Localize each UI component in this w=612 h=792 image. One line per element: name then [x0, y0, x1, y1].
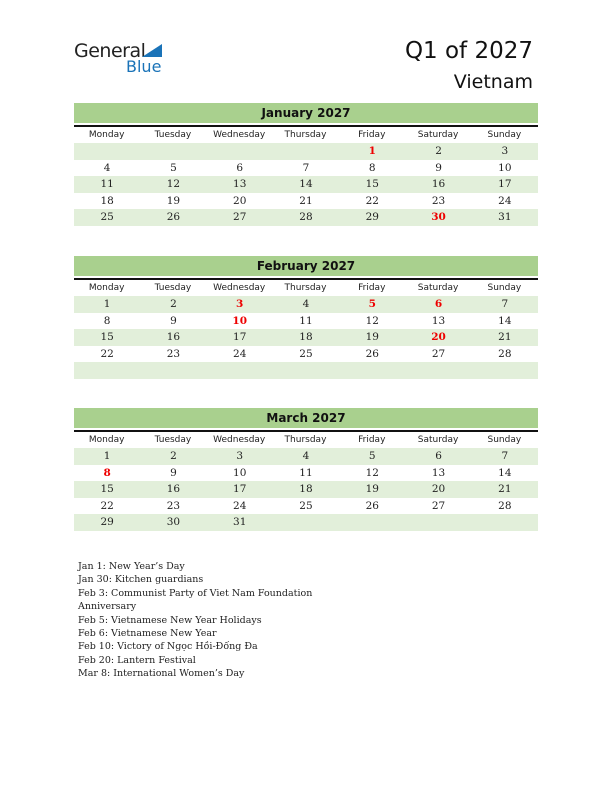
day-name: Tuesday: [140, 127, 206, 143]
date-cell: 11: [100, 178, 114, 191]
date-cell: 15: [100, 483, 114, 496]
holiday-note: Jan 1: New Year’s Day: [78, 561, 185, 572]
day-name: Thursday: [273, 280, 339, 296]
date-cell: 17: [233, 483, 247, 496]
date-cell: 14: [498, 466, 512, 479]
date-cell: 29: [100, 516, 114, 529]
date-cell: 15: [100, 331, 114, 344]
date-cell: 18: [299, 331, 313, 344]
date-cell: 23: [431, 194, 446, 207]
date-cell: 20: [233, 194, 247, 207]
logo-triangle-icon: [142, 44, 162, 57]
week-row: [74, 296, 538, 313]
week-row: [74, 465, 538, 482]
date-cell: 16: [166, 483, 181, 496]
day-name: Friday: [339, 432, 405, 448]
week-row: [74, 448, 538, 465]
date-cell: [339, 514, 405, 531]
day-name: Thursday: [273, 432, 339, 448]
date-cell: 24: [233, 347, 247, 360]
date-cell: [207, 362, 273, 379]
date-cell: 30: [166, 516, 181, 529]
date-cell: 26: [365, 499, 379, 512]
date-cell: 9: [435, 161, 442, 174]
date-cell: [472, 362, 538, 379]
day-name: Tuesday: [140, 432, 206, 448]
month-calendar: [74, 408, 538, 531]
holiday-note: Feb 20: Lantern Festival: [78, 654, 196, 666]
day-name: Wednesday: [207, 432, 273, 448]
date-cell: 3: [236, 450, 244, 462]
week-row: [74, 143, 538, 160]
date-cell: 21: [498, 331, 512, 344]
date-cell: 13: [431, 314, 446, 327]
date-cell: [339, 362, 405, 379]
date-cell: 12: [365, 314, 379, 327]
date-cell: 7: [501, 298, 509, 310]
date-cell: 23: [166, 499, 181, 512]
page-title: Q1 of 2027: [404, 38, 533, 64]
date-cell: 9: [170, 314, 177, 327]
holiday-note: Feb 6: Vietnamese New Year: [78, 628, 217, 640]
date-cell: 14: [498, 314, 512, 327]
date-cell: 13: [431, 466, 446, 479]
date-cell: [74, 362, 140, 379]
date-cell: [140, 143, 206, 160]
date-cell: 17: [233, 331, 247, 344]
date-cell: 24: [233, 499, 247, 512]
week-row: [74, 160, 538, 177]
day-name: Saturday: [405, 432, 471, 448]
day-name: Thursday: [273, 127, 339, 143]
date-cell: 28: [498, 347, 512, 360]
week-row: [74, 514, 538, 531]
date-cell: 1: [103, 298, 111, 310]
day-name: Monday: [74, 280, 140, 296]
date-cell: 26: [365, 347, 379, 360]
date-cell: 31: [233, 516, 247, 529]
month-calendar: [74, 256, 538, 379]
day-name: Saturday: [405, 127, 471, 143]
date-cell: 21: [498, 483, 512, 496]
date-cell: 10: [498, 161, 512, 174]
date-cell: 22: [100, 347, 114, 360]
country-name: Vietnam: [453, 71, 533, 93]
day-name: Sunday: [472, 432, 538, 448]
day-name: Monday: [74, 432, 140, 448]
month-title: February 2027: [74, 256, 538, 276]
date-cell: 6: [435, 450, 442, 462]
date-cell: 18: [100, 194, 114, 207]
date-cell: 7: [302, 161, 310, 174]
week-row: [74, 193, 538, 210]
date-cell: 3: [501, 145, 509, 157]
holiday-date: 3: [236, 298, 244, 310]
date-cell: [405, 514, 471, 531]
date-cell: 14: [299, 178, 313, 191]
day-name: Wednesday: [207, 127, 273, 143]
date-cell: 28: [498, 499, 512, 512]
date-cell: 25: [299, 347, 313, 360]
holiday-note: Feb 10: Victory of Ngọc Hồi-Đống Đa: [78, 641, 258, 653]
date-cell: 19: [365, 483, 379, 496]
date-cell: 16: [431, 178, 446, 191]
date-cell: 17: [498, 178, 512, 191]
date-cell: 8: [368, 161, 376, 174]
month-title: January 2027: [74, 103, 538, 123]
date-cell: [405, 362, 471, 379]
logo-general: General: [74, 40, 146, 62]
date-cell: 11: [299, 466, 313, 479]
month-title: March 2027: [74, 408, 538, 428]
date-cell: 18: [299, 483, 313, 496]
date-cell: 29: [365, 211, 379, 224]
date-cell: [74, 143, 140, 160]
date-cell: 8: [103, 314, 111, 327]
date-cell: 28: [299, 211, 313, 224]
logo-blue: Blue: [126, 57, 162, 76]
date-cell: 6: [236, 161, 244, 174]
date-cell: [207, 143, 273, 160]
date-cell: 13: [233, 178, 247, 191]
date-cell: 27: [431, 499, 446, 512]
logo: [74, 40, 162, 76]
date-cell: 5: [368, 450, 376, 462]
day-name: Monday: [74, 127, 140, 143]
date-cell: [273, 143, 339, 160]
holiday-date: 20: [431, 331, 446, 344]
day-names-row: [74, 430, 538, 448]
holiday-date: 8: [103, 466, 111, 479]
month-calendar: [74, 103, 538, 226]
week-row: [74, 481, 538, 498]
day-name: Wednesday: [207, 280, 273, 296]
week-row: [74, 209, 538, 226]
date-cell: 26: [166, 211, 181, 224]
date-cell: 21: [299, 194, 313, 207]
date-cell: 12: [166, 178, 181, 191]
date-cell: 22: [100, 499, 114, 512]
week-row: [74, 362, 538, 379]
date-cell: 4: [103, 161, 111, 174]
week-row: [74, 346, 538, 363]
date-cell: 1: [103, 450, 111, 462]
date-cell: 25: [100, 211, 114, 224]
date-cell: 19: [166, 194, 181, 207]
date-cell: 31: [498, 211, 512, 224]
week-row: [74, 498, 538, 515]
holiday-date: 30: [431, 211, 446, 224]
day-name: Friday: [339, 127, 405, 143]
holiday-date: 10: [232, 314, 248, 327]
date-cell: 23: [166, 347, 181, 360]
holiday-note: Jan 30: Kitchen guardians: [78, 574, 204, 586]
date-cell: [140, 362, 206, 379]
date-cell: 5: [170, 161, 177, 174]
day-name: Friday: [339, 280, 405, 296]
date-cell: 24: [498, 194, 512, 207]
date-cell: 20: [431, 483, 446, 496]
date-cell: 7: [501, 450, 509, 462]
date-cell: 25: [299, 499, 313, 512]
date-cell: [273, 362, 339, 379]
date-cell: 16: [166, 331, 181, 344]
date-cell: 4: [302, 450, 310, 462]
holiday-date: 5: [368, 298, 376, 310]
date-cell: 15: [365, 178, 379, 191]
holiday-note: Feb 5: Vietnamese New Year Holidays: [78, 614, 262, 626]
date-cell: 2: [170, 450, 177, 462]
day-names-row: [74, 125, 538, 143]
date-cell: 12: [365, 466, 379, 479]
date-cell: 10: [233, 466, 247, 479]
holiday-notes: [78, 560, 318, 681]
day-name: Sunday: [472, 280, 538, 296]
date-cell: 19: [365, 331, 379, 344]
date-cell: [273, 514, 339, 531]
holiday-note: Mar 8: International Women’s Day: [78, 668, 245, 680]
holiday-date: 6: [434, 298, 443, 310]
date-cell: [472, 514, 538, 531]
date-cell: 2: [170, 298, 177, 310]
week-row: [74, 176, 538, 193]
holiday-date: 1: [368, 145, 376, 157]
day-names-row: [74, 278, 538, 296]
date-cell: 4: [302, 298, 310, 310]
date-cell: 27: [431, 347, 446, 360]
week-row: [74, 329, 538, 346]
date-cell: 22: [365, 194, 379, 207]
date-cell: 27: [233, 211, 247, 224]
date-cell: 11: [299, 314, 313, 327]
day-name: Tuesday: [140, 280, 206, 296]
date-cell: 2: [435, 145, 442, 157]
week-row: [74, 313, 538, 330]
date-cell: 9: [170, 466, 177, 479]
day-name: Sunday: [472, 127, 538, 143]
day-name: Saturday: [405, 280, 471, 296]
holiday-note: Feb 3: Communist Party of Viet Nam Foundation Anniversary: [78, 587, 313, 613]
